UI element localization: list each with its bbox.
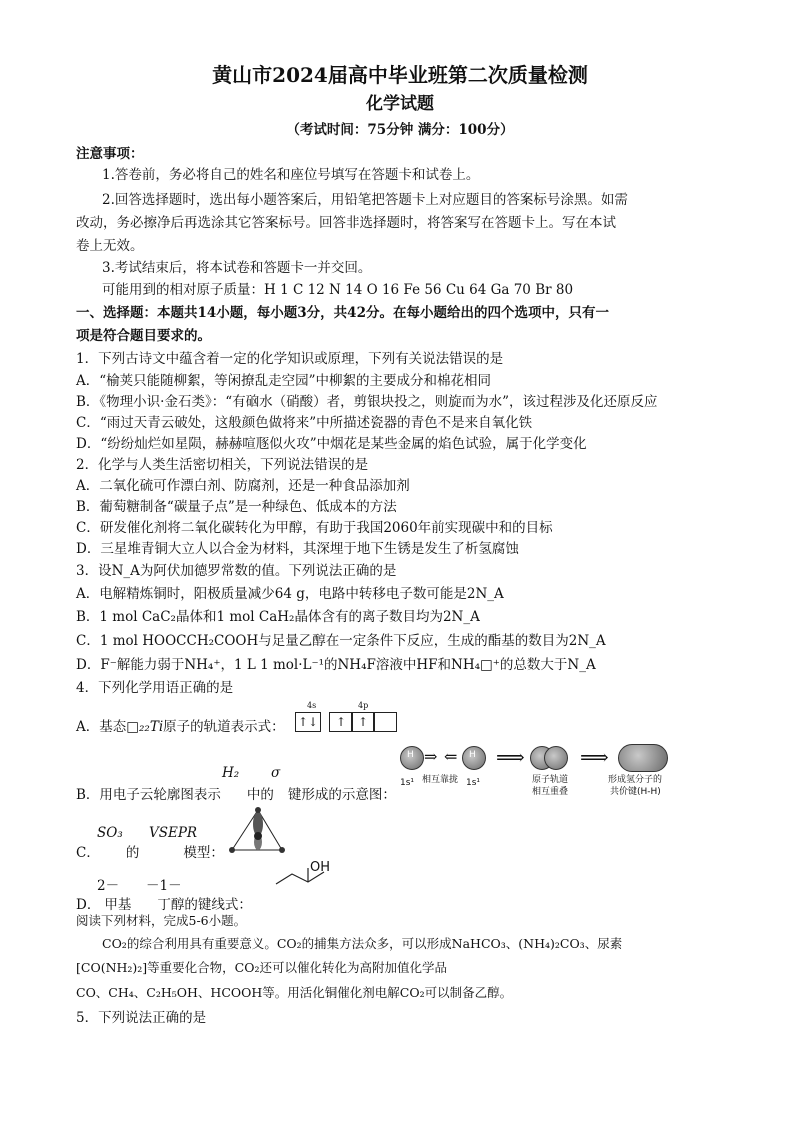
q3-option-a: A．电解精炼铜时，阳极质量减少64 g，电路中转移电子数可能是2N_A: [76, 586, 504, 602]
exam-info: （考试时间：75分钟 满分：100分）: [286, 122, 514, 138]
h-atom-label-1: H: [407, 750, 414, 760]
fig-step-label-2b: 相互重叠: [532, 787, 569, 797]
q4-stem: 4．下列化学用语正确的是: [76, 680, 234, 696]
approach-arrow-right: ⇒: [424, 747, 438, 766]
q4-d-end: 丁醇的键线式：: [157, 897, 252, 913]
q1-option-d: D．“纷纷灿烂如星陨，赫赫喧豗似火攻”中烟花是某些金属的焰色试验，属于化学变化: [76, 436, 587, 452]
notice-item-2-end: 卷上无效。: [76, 238, 144, 254]
q4-b-molecule: H₂: [222, 765, 240, 781]
fig-step-label-1: 相互靠拢: [422, 775, 459, 785]
atomic-masses: 可能用到的相对原子质量：H 1 C 12 N 14 O 16 Fe 56 Cu 64 Ga 70 Br 80: [102, 282, 574, 298]
hydroxyl-label: OH: [310, 860, 331, 875]
notice-item-2-cont: 改动，务必擦净后再选涂其它答案标号。回答非选择题时，将答案写在答题卡上。写在本试: [76, 215, 616, 231]
q4-c-prefix: C．: [76, 845, 100, 861]
orbital-diagram: [291, 701, 401, 734]
q2-stem: 2．化学与人类生活密切相关，下列说法错误的是: [76, 457, 369, 473]
bond-arrow: ⟹: [580, 745, 609, 769]
orbital-4p-box-2: ↑: [351, 712, 375, 732]
q4-b-text: B．用电子云轮廓图表示: [76, 787, 221, 803]
q3-option-d: D．F⁻解能力弱于NH₄⁺，1 L 1 mol·L⁻¹的NH₄F溶液中HF和NH₄□⁺的总数大于N_A: [76, 657, 596, 673]
orbital-label-4p: 4p: [358, 701, 369, 710]
q3-option-c: C．1 mol HOOCCH₂COOH与足量乙醇在一定条件下反应，生成的酯基的数目为2N_A: [76, 633, 606, 649]
q1-stem: 1．下列古诗文中蕴含着一定的化学知识或原理，下列有关说法错误的是: [76, 351, 504, 367]
h-atom-circle-4: [544, 746, 568, 770]
vsepr-vertex-2: [279, 847, 285, 853]
vsepr-center-atom: [254, 832, 262, 840]
q4-option-a: [76, 717, 285, 737]
h-atom-label-2: H: [469, 750, 476, 760]
orbital-4s-box: ↑↓: [295, 712, 321, 732]
q3-option-b: B．1 mol CaC₂晶体和1 mol CaH₂晶体含有的离子数目均为2N_A: [76, 609, 480, 625]
q4-c-end: 模型：: [183, 845, 224, 861]
q4-b-sigma: σ: [271, 765, 281, 781]
q3-stem: 3．设N_A为阿伏加德罗常数的值。下列说法正确的是: [76, 563, 397, 579]
notice-item-3: 3.考试结束后，将本试卷和答题卡一并交回。: [102, 260, 372, 276]
notice-heading: 注意事项：: [76, 146, 144, 162]
vsepr-vertex-1: [229, 847, 235, 853]
q4-option-c: [76, 843, 224, 863]
fig-step-label-2: 原子轨道: [532, 775, 569, 785]
q2-option-b: B．葡萄糖制备“碳量子点”是一种绿色、低成本的方法: [76, 499, 397, 515]
section-heading-cont: 项是符合题目要求的。: [76, 328, 211, 344]
fig-1s-label-1: 1s¹: [400, 778, 415, 788]
notice-item-1: 1.答卷前，务必将自己的姓名和座位号填写在答题卡和试卷上。: [102, 167, 480, 183]
q5-stem: 5．下列说法正确的是: [76, 1010, 207, 1026]
fig-step-label-3b: 共价键(H-H): [610, 787, 661, 797]
subject-title: 化学试题: [366, 94, 434, 114]
orbital-4p-box-3: [373, 712, 397, 732]
passage-intro: 阅读下列材料，完成5-6小题。: [76, 913, 247, 928]
orbital-4p-box-1: ↑: [329, 712, 353, 732]
passage-line-2: [CO(NH₂)₂]等重要化合物，CO₂还可以催化转化为高附加值化学品: [76, 960, 448, 975]
orbital-label-4s: 4s: [307, 701, 317, 710]
vsepr-vertex-3: [255, 807, 261, 813]
q4-a-atom: □₂₂Ti: [126, 719, 164, 735]
vsepr-model-figure: [228, 806, 288, 864]
q4-b-end: 键形成的示意图：: [287, 787, 396, 803]
page-title: 黄山市2024届高中毕业班第二次质量检测: [212, 63, 588, 87]
approach-arrow-left: ⇐: [444, 747, 458, 766]
q4-d-num-2: －1－: [146, 878, 182, 894]
q4-a-suffix: 原子的轨道表示式：: [163, 719, 285, 735]
q4-b-mid: 中的: [246, 787, 274, 803]
q4-c-model-name: VSEPR: [149, 825, 198, 841]
h2-sigma-figure: [396, 742, 696, 804]
q4-d-prefix: D．: [76, 897, 101, 913]
q2-option-d: D．三星堆青铜大立人以合金为材料，其深埋于地下生锈是发生了析氢腐蚀: [76, 541, 519, 557]
q4-d-num-1: 2－: [97, 878, 120, 894]
q1-option-b: B．《物理小识·金石类》：“有硇水（硝酸）者，剪银块投之，则旋而为水”，该过程涉及化还原反应: [76, 394, 658, 410]
q4-c-mid: 的: [125, 845, 140, 861]
q4-a-prefix: A．基态: [76, 719, 127, 735]
q2-option-a: A．二氧化硫可作漂白剂、防腐剂，还是一种食品添加剂: [76, 478, 410, 494]
q1-option-c: C．“雨过天青云破处，这般颜色做将来”中所描述瓷器的青色不是来自氧化铁: [76, 415, 533, 431]
butanol-skeletal-formula: [272, 858, 342, 888]
fig-step-label-3: 形成氢分子的: [608, 775, 663, 785]
fig-1s-label-2: 1s¹: [466, 778, 481, 788]
overlap-arrow: ⟹: [496, 745, 525, 769]
q1-option-a: A．“榆荚只能随柳絮，等闲撩乱走空园”中柳絮的主要成分和棉花相同: [76, 373, 492, 389]
q4-option-b: [76, 785, 396, 805]
q2-option-c: C．研发催化剂将二氧化碳转化为甲醇，有助于我国2060年前实现碳中和的目标: [76, 520, 553, 536]
q4-d-methyl: 甲基: [104, 897, 132, 913]
notice-item-2: 2.回答选择题时，选出每小题答案后，用铅笔把答题卡上对应题目的答案标号涂黑。如需: [102, 192, 628, 208]
section-heading: 一、选择题：本题共14小题，每小题3分，共42分。在每小题给出的四个选项中，只有一: [76, 305, 609, 321]
passage-line-3: CO、CH₄、C₂H₅OH、HCOOH等。用活化铜催化剂电解CO₂可以制备乙醇。: [76, 985, 513, 1000]
q4-c-molecule: SO₃: [97, 825, 123, 841]
h2-molecule-shape: [618, 744, 668, 772]
passage-line-1: CO₂的综合利用具有重要意义。CO₂的捕集方法众多，可以形成NaHCO₃、(NH₄)₂CO₃、尿素: [102, 936, 623, 951]
